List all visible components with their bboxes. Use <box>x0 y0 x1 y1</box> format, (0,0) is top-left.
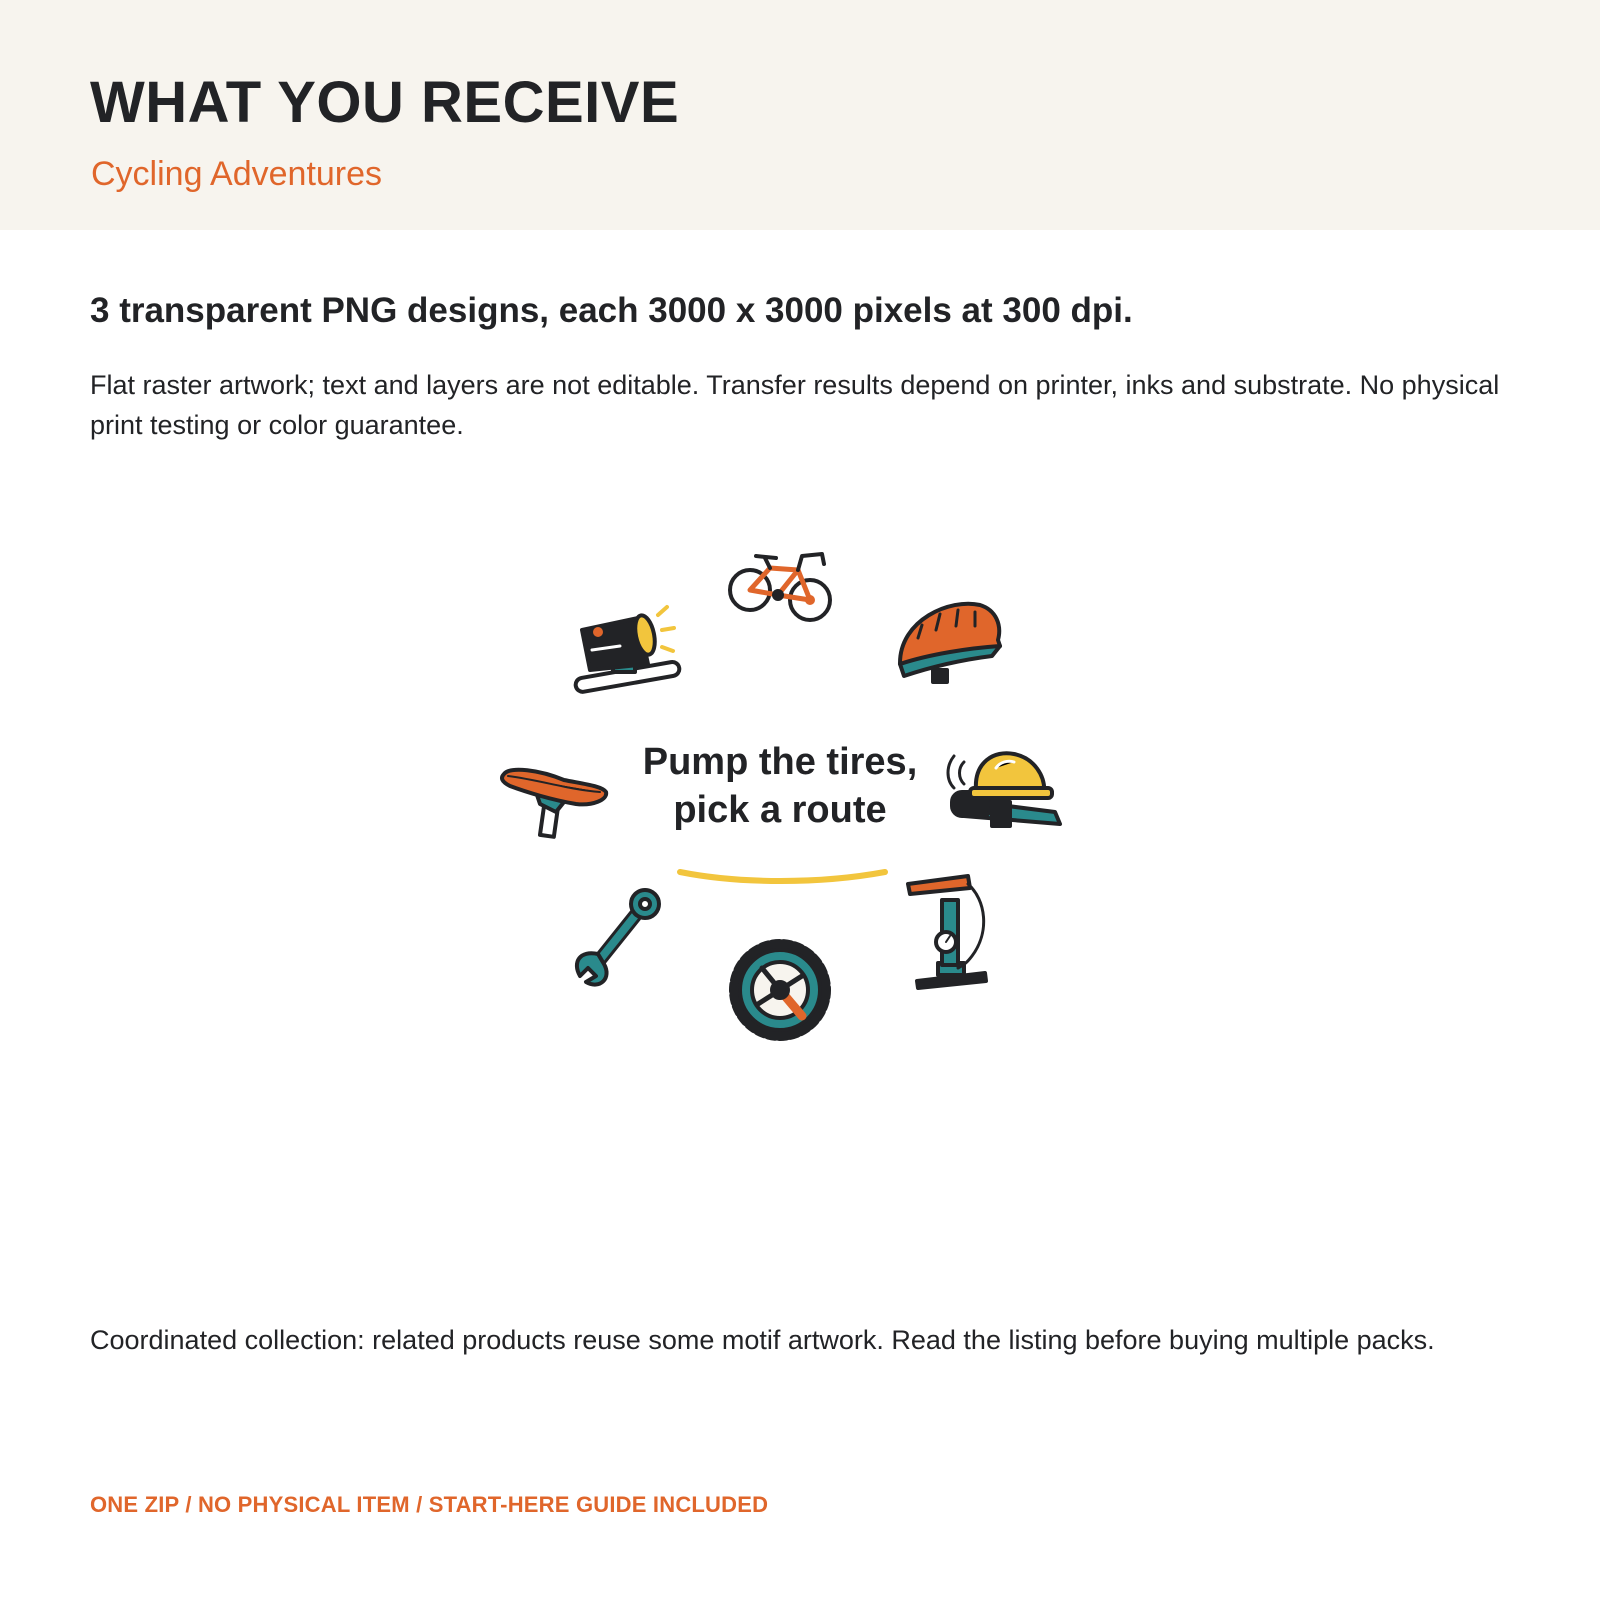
caption-line-2: pick a route <box>673 789 887 831</box>
wrench-icon <box>577 890 659 985</box>
header-banner <box>0 0 1600 230</box>
product-headline: 3 transparent PNG designs, each 3000 x 3000 pixels at 300 dpi. <box>90 291 1133 330</box>
notice-paragraph: Flat raster artwork; text and layers are not editable. Transfer results depend on printer, inks and substrate. No physical print testing or color guarantee. <box>90 370 1500 440</box>
cycling-illustration <box>480 530 1120 1090</box>
page-title: WHAT YOU RECEIVE <box>90 70 680 135</box>
bicycle-icon <box>730 554 830 620</box>
pump-icon <box>908 876 986 988</box>
caption-line-1: Pump the tires, <box>642 741 918 783</box>
bike-light-icon <box>575 607 681 693</box>
yellow-swoosh <box>680 872 885 881</box>
collection-subtitle: Cycling Adventures <box>91 155 383 193</box>
collection-note: Coordinated collection: related products reuse some motif artwork. Read the listing before buying multiple packs. <box>90 1325 1435 1355</box>
chainring-icon <box>734 944 826 1036</box>
helmet-icon <box>900 604 1000 682</box>
illustration-caption <box>580 738 980 834</box>
delivery-tagline: ONE ZIP / NO PHYSICAL ITEM / START-HERE GUIDE INCLUDED <box>90 1492 769 1517</box>
